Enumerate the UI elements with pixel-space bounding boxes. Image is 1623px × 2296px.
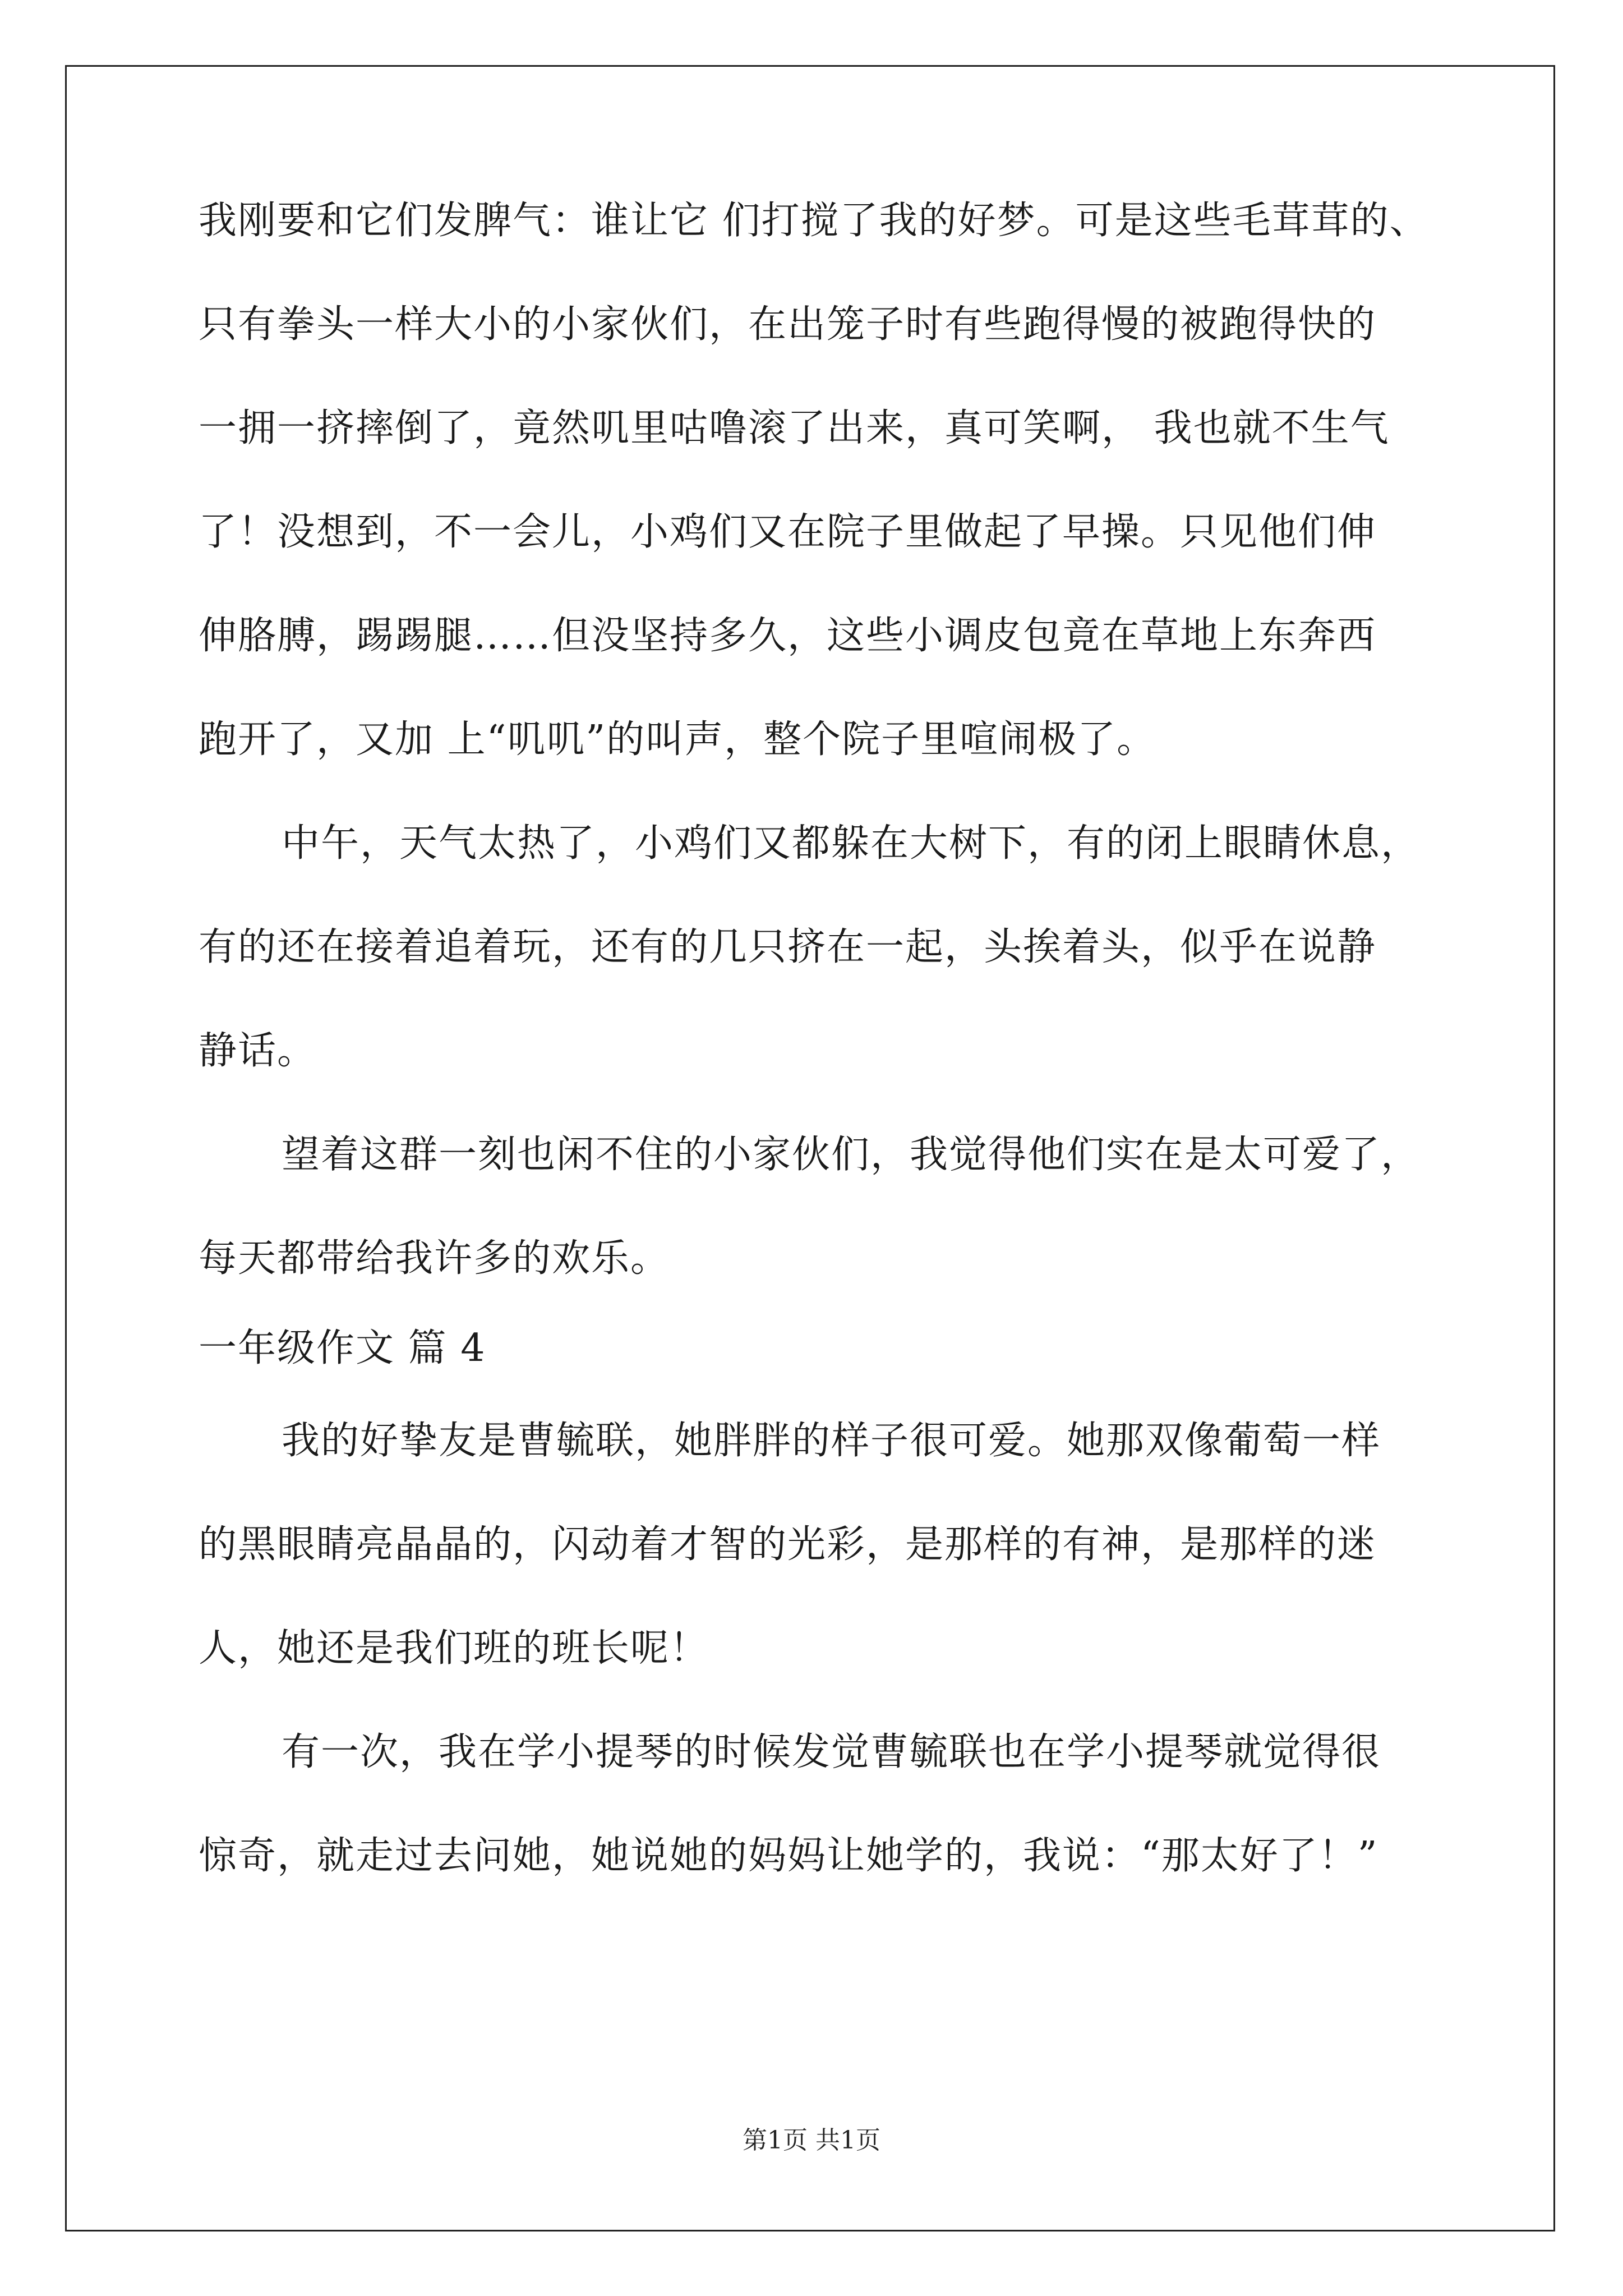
text-line: 跑开了，又加 上“叽叽”的叫声，整个院子里喧闹极了。 xyxy=(199,717,1156,762)
text-line: 有的还在接着追着玩，还有的几只挤在一起，头挨着头，似乎在说静 xyxy=(199,925,1377,969)
paragraph-start-line: 我的好挚友是曹毓联，她胖胖的样子很可爱。她那双像葡萄一样 xyxy=(282,1419,1381,1463)
section-heading: 一年级作文 篇 4 xyxy=(199,1326,486,1370)
text-line: 人，她还是我们班的班长呢！ xyxy=(199,1626,709,1671)
text-line: 每天都带给我许多的欢乐。 xyxy=(199,1236,670,1281)
page-footer: 第1页 共1页 xyxy=(743,2126,880,2155)
text-line: 的黑眼睛亮晶晶的，闪动着才智的光彩，是那样的有神，是那样的迷 xyxy=(199,1522,1377,1567)
paragraph-start-line: 有一次，我在学小提琴的时候发觉曹毓联也在学小提琴就觉得很 xyxy=(282,1730,1381,1774)
paragraph-start-line: 中午，天气太热了，小鸡们又都躲在大树下，有的闭上眼睛休息， xyxy=(282,821,1421,866)
text-line: 只有拳头一样大小的小家伙们，在出笼子时有些跑得慢的被跑得快的 xyxy=(199,302,1377,347)
text-line: 我刚要和它们发脾气：谁让它 们打搅了我的好梦。可是这些毛茸茸的、 xyxy=(199,199,1429,243)
paragraph-start-line: 望着这群一刻也闲不住的小家伙们，我觉得他们实在是太可爱了， xyxy=(282,1133,1421,1177)
text-line: 一拥一挤摔倒了，竟然叽里咕噜滚了出来，真可笑啊， 我也就不生气 xyxy=(199,406,1390,450)
text-line: 了！没想到，不一会儿，小鸡们又在院子里做起了早操。只见他们伸 xyxy=(199,510,1377,554)
text-line: 伸胳膊，踢踢腿……但没坚持多久，这些小调皮包竟在草地上东奔西 xyxy=(199,614,1377,658)
text-line: 静话。 xyxy=(199,1029,317,1073)
text-line: 惊奇，就走过去问她，她说她的妈妈让她学的，我说：“那太好了！” xyxy=(199,1834,1378,1878)
